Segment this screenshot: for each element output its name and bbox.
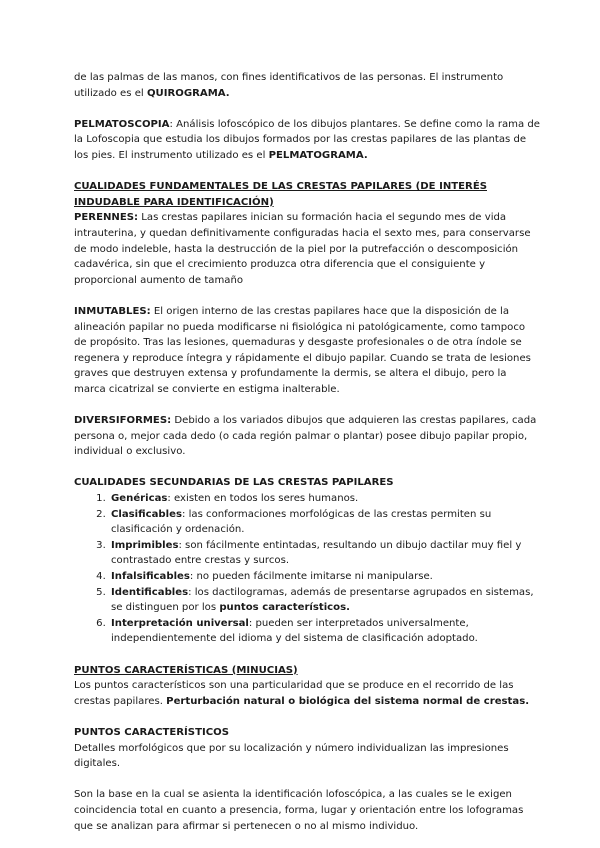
secundarias-list — [74, 491, 540, 647]
pelmatoscopia-paragraph — [74, 117, 540, 164]
list-item-text: : pueden ser interpretados universalmente, independientemente del idioma y del sistema de clasificación adoptado. — [111, 617, 478, 645]
puntos-paragraph-2: Son la base en la cual se asienta la identificación lofoscópica, a las cuales se le exigen coincidencia total en cuanto a presencia, forma, lugar y orientación entre los lofogramas que se analizan para afirmar si pertenecen o no al mismo individuo. — [74, 789, 524, 832]
puntos-paragraph-1: Detalles morfológicos que por su localización y número individualizan las impresiones digitales. — [74, 742, 509, 770]
list-item-text: : las conformaciones morfológicas de las crestas permiten su clasificación y ordenación. — [111, 508, 492, 536]
inmutables-paragraph — [74, 304, 540, 398]
list-item-text: : los dactilogramas, además de presentarse agrupados en sistemas, se distinguen por los — [111, 586, 534, 614]
list-item — [109, 616, 540, 647]
diversiformes-paragraph — [74, 413, 540, 460]
list-item-term: Clasificables — [111, 508, 182, 520]
minucias-heading: PUNTOS CARACTERÍSTICAS (MINUCIAS) — [74, 664, 298, 676]
fundamentales-heading: CUALIDADES FUNDAMENTALES DE LAS CRESTAS PAPILARES (DE INTERÉS INDUDABLE PARA IDENTIFICACIÓN) — [74, 181, 487, 208]
minucias-text: Los puntos característicos son una particularidad que se produce en el recorrido de las crestas papilares. — [74, 680, 514, 707]
intro-paragraph — [74, 70, 540, 101]
perennes-paragraph — [74, 210, 540, 288]
inmutables-text: El origen interno de las crestas papilares hace que la disposición de la alineación papilar no pueda modificarse ni fisiológica ni patológicamente, como tampoco de propósito. Tras las lesiones, quemaduras y desgaste profesionales o de otra índole se regenera y reproduce íntegra y rápidamente el dibujo papilar. Cuando se trata de lesiones graves que destruyen extensa y profundamente la dermis, se altera el dibujo, pero la marca cicatrizal se convierte en estigma inalterable. — [74, 305, 531, 395]
list-item-term: Genéricas — [111, 493, 168, 505]
pelmatoscopia-text: : Análisis lofoscópico de los dibujos plantares. Se define como la rama de la Lofoscopia que estudia los dibujos formados por las crestas papilares de las plantas de los pies. El instrumento utilizado es el — [74, 118, 540, 161]
list-item — [109, 585, 540, 616]
list-item — [109, 569, 540, 585]
list-item-term: Interpretación universal — [111, 617, 249, 629]
diversiformes-term: DIVERSIFORMES: — [74, 415, 172, 427]
list-item — [109, 538, 540, 569]
list-item-term: Imprimibles — [111, 539, 179, 551]
inmutables-term: INMUTABLES: — [74, 305, 151, 317]
perennes-text: Las crestas papilares inician su formación hacia el segundo mes de vida intrauterina, y quedan definitivamente configuradas hacia el sexto mes, para conservarse de modo indeleble, hasta la destrucción de la piel por la putrefacción o descomposición cadavérica, sin que el crecimiento produzca otra diferencia que el consiguiente y proporcional aumento de tamaño — [74, 212, 531, 286]
list-item-text: : existen en todos los seres humanos. — [167, 493, 359, 505]
pelmatoscopia-term: PELMATOSCOPIA — [74, 118, 170, 130]
minucias-bold: Perturbación natural o biológica del sistema normal de crestas. — [166, 695, 530, 707]
intro-text: de las palmas de las manos, con fines identificativos de las personas. El instrumento utilizado es el — [74, 72, 504, 99]
list-item-term: Infalsificables — [111, 571, 190, 582]
intro-bold: QUIROGRAMA. — [146, 87, 230, 99]
diversiformes-text: Debido a los variados dibujos que adquieren las crestas papilares, cada persona o, mejor cada dedo (o cada región palmar o plantar) posee dibujo papilar propio, individual o exclusivo. — [74, 415, 537, 458]
minucias-paragraph — [74, 678, 540, 709]
list-item-text: : no pueden fácilmente imitarse ni manipularse. — [189, 571, 433, 582]
secundarias-heading: CUALIDADES SECUNDARIAS DE LAS CRESTAS PAPILARES — [74, 477, 394, 489]
list-item-text: : son fácilmente entintadas, resultando un dibujo dactilar muy fiel y contrastado entre crestas y surcos. — [111, 539, 522, 567]
puntos-heading: PUNTOS CARACTERÍSTICOS — [74, 726, 229, 738]
list-item — [109, 491, 540, 507]
document-content — [74, 70, 540, 834]
list-item-term: Identificables — [111, 586, 189, 598]
perennes-term: PERENNES: — [74, 212, 139, 224]
list-item-bold-tail: puntos característicos. — [219, 602, 350, 614]
pelmatoscopia-bold: PELMATOGRAMA. — [268, 149, 368, 161]
list-item — [109, 507, 540, 538]
